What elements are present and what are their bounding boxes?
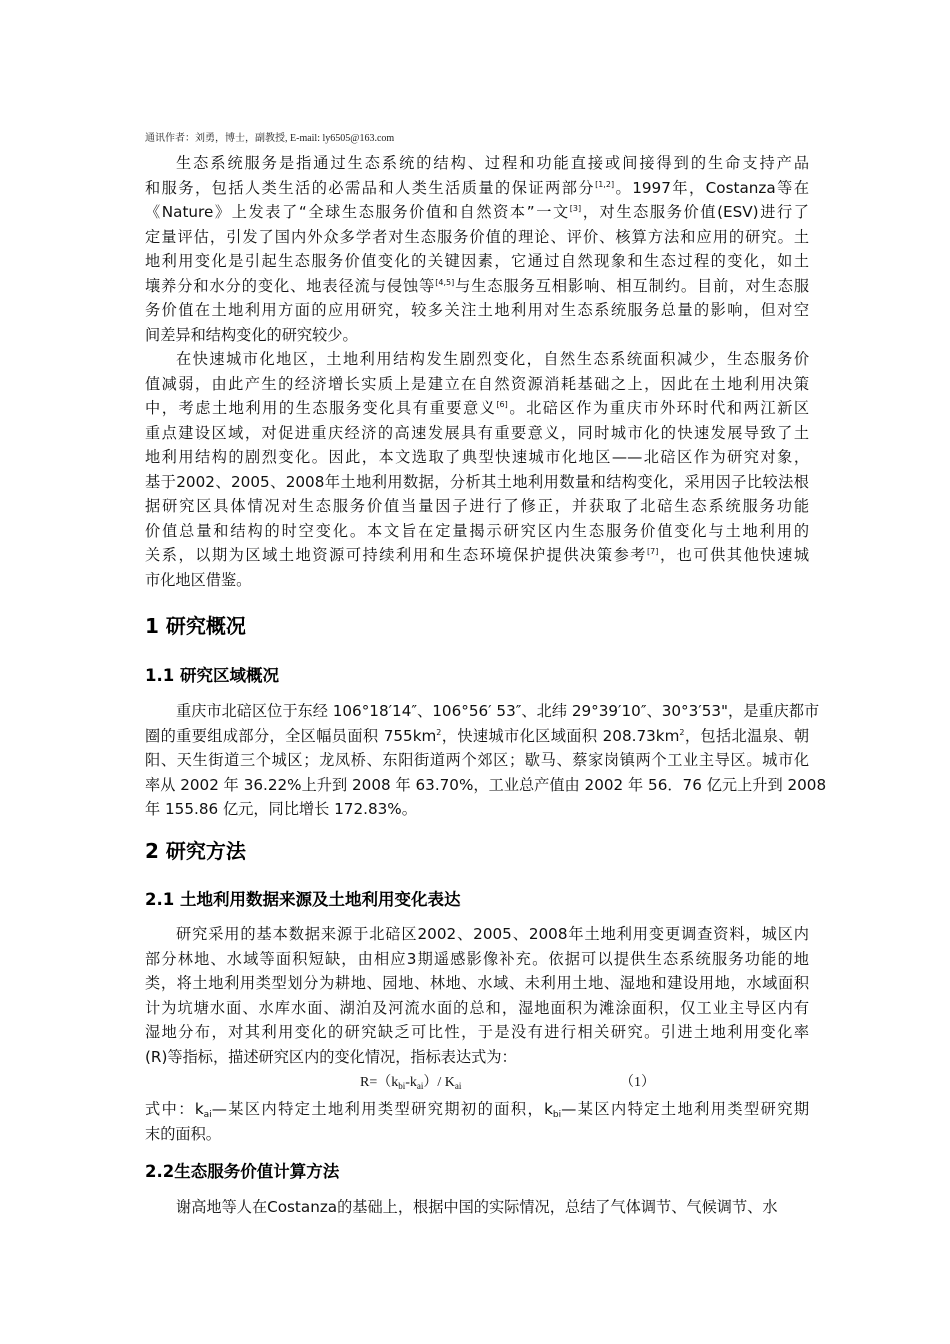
text-line: 部分林地、水域等面积短缺，由相应3期遥感影像补充。依据可以提供生态系统服务功能的地: [145, 949, 809, 968]
text-line: 重庆市北碚区位于东经 106°18′14″、106°56′ 53″、北纬 29°39′10″、30°3′53"，是重庆都市: [176, 702, 820, 720]
text-line: 务价值在土地利用方面的应用研究，较多关注土地利用对生态系统服务总量的影响，但对空: [145, 301, 809, 319]
text-line: (R)等指标，描述研究区内的变化情况，指标表达式为：: [145, 1047, 517, 1066]
equation-number: （1）: [620, 1075, 655, 1090]
text-line: 中，考虑土地利用的生态服务变化具有重要意义[6]。北碚区作为重庆市外环时代和两江新区: [145, 399, 810, 417]
text-line: 和服务，包括人类生活的必需品和人类生活质量的保证两部分[1,2]。1997年，Costanza等在: [145, 178, 810, 197]
text-line: 圈的重要组成部分，全区幅员面积 $755km^2$，快速城市化区域面积 $208.73km^2$，包括北温泉、朝: [145, 726, 810, 745]
section-heading-1: 1 研究概况: [145, 614, 246, 638]
text-line: 率从 2002 年 36.22%上升到 2008 年 63.70%，工业总产值由 2002 年 56．76 亿元上升到 2008: [145, 775, 827, 794]
corresponding-author-footnote: 通讯作者：刘勇，博士，副教授, E-mail: ly6505@163.com: [145, 133, 395, 144]
text-line: 基于2002、2005、2008年土地利用数据，分析其土地利用数量和结构变化，采用因子比较法根: [145, 472, 809, 491]
text-line: 据研究区具体情况对生态服务价值当量因子进行了修正，并获取了北碚生态系统服务功能: [145, 497, 809, 515]
text-line: 湿地分布，对其利用变化的研究缺乏可比性，于是没有进行相关研究。引进土地利用变化率: [145, 1023, 809, 1041]
text-line: 在快速城市化地区，土地利用结构发生剧烈变化，自然生态系统面积减少，生态服务价: [176, 350, 809, 368]
text-line: 地利用变化是引起生态服务价值变化的关键因素，它通过自然现象和生态过程的变化，如土: [145, 252, 809, 270]
equation-definition-paragraph: [145, 1097, 809, 1146]
citation: [1,2]: [595, 179, 615, 189]
text-line: 计为坑塘水面、水库水面、湖泊及河流水面的总和，湿地面积为滩涂面积，仅工业主导区内有: [145, 998, 809, 1017]
text-line: 值减弱，由此产生的经济增长实质上是建立在自然资源消耗基础之上，因此在土地利用决策: [145, 374, 809, 393]
text-line: 重点建设区域，对促进重庆经济的高速发展具有重要意义，同时城市化的快速发展导致了土: [145, 423, 809, 442]
text-line: 壤养分和水分的变化、地表径流与侵蚀等[4,5]与生态服务互相影响、相互制约。目前，对生态服: [145, 276, 810, 295]
intro-paragraph-1: [145, 151, 809, 347]
text-line: 式中：$k_{ai}—$某区内特定土地利用类型研究期初的面积，$k_{bi}—$某区内特定土地利用类型研究期: [145, 1100, 810, 1120]
citation: [3]: [569, 204, 582, 213]
text-line: 年 155.86 亿元，同比增长 172.83%。: [145, 800, 417, 818]
text-line: 市化地区借鉴。: [145, 570, 252, 589]
citation: [4,5]: [435, 277, 455, 287]
section-heading-2: 2 研究方法: [145, 839, 246, 863]
text-line: 末的面积。: [145, 1124, 221, 1143]
citation: [6]: [496, 400, 508, 409]
text-line: 地利用结构的剧烈变化。因此，本文选取了典型快速城市化地区——北碚区作为研究对象，: [145, 448, 809, 466]
valuation-method-paragraph: [145, 1195, 809, 1220]
subsection-heading-2-2: 2.2生态服务价值计算方法: [145, 1162, 340, 1181]
equation-1: $R=(k_{bi}-k_{ai})/$ $K_{ai}$: [360, 1075, 462, 1091]
text-line: 生态系统服务是指通过生态系统的结构、过程和功能直接或间接得到的生命支持产品: [176, 154, 809, 172]
citation: [7]: [647, 547, 659, 556]
text-line: 类，将土地利用类型划分为耕地、园地、林地、水域、未利用土地、湿地和建设用地，水域面积: [145, 974, 809, 992]
text-line: 关系，以期为区域土地资源可持续利用和生态环境保护提供决策参考[7]，也可供其他快速城: [145, 546, 810, 564]
text-line: 研究采用的基本数据来源于北碚区2002、2005、2008年土地利用变更调查资料，城区内: [176, 925, 809, 943]
intro-paragraph-2: [145, 347, 809, 592]
data-source-paragraph: [145, 922, 809, 1069]
subsection-heading-1-1: 1.1 研究区域概况: [145, 666, 279, 685]
study-area-paragraph: [145, 699, 827, 822]
subsection-heading-2-1: 2.1 土地利用数据来源及土地利用变化表达: [145, 890, 461, 909]
text-line: 阳、天生街道三个城区；龙凤桥、东阳街道两个郊区；歇马、蔡家岗镇两个工业主导区。城市化: [145, 751, 809, 769]
text-line: 谢高地等人在Costanza的基础上，根据中国的实际情况，总结了气体调节、气候调节、水: [176, 1198, 778, 1216]
text-line: 价值总量和结构的时空变化。本文旨在定量揭示研究区内生态服务价值变化与土地利用的: [145, 521, 809, 540]
text-line: 间差异和结构变化的研究较少。: [145, 325, 358, 344]
text-line: 《Nature》上发表了“全球生态服务价值和自然资本”一文[3]，对生态服务价值(ESV)进行了: [145, 203, 809, 221]
text-line: 定量评估，引发了国内外众多学者对生态服务价值的理论、评价、核算方法和应用的研究。土: [145, 227, 809, 246]
